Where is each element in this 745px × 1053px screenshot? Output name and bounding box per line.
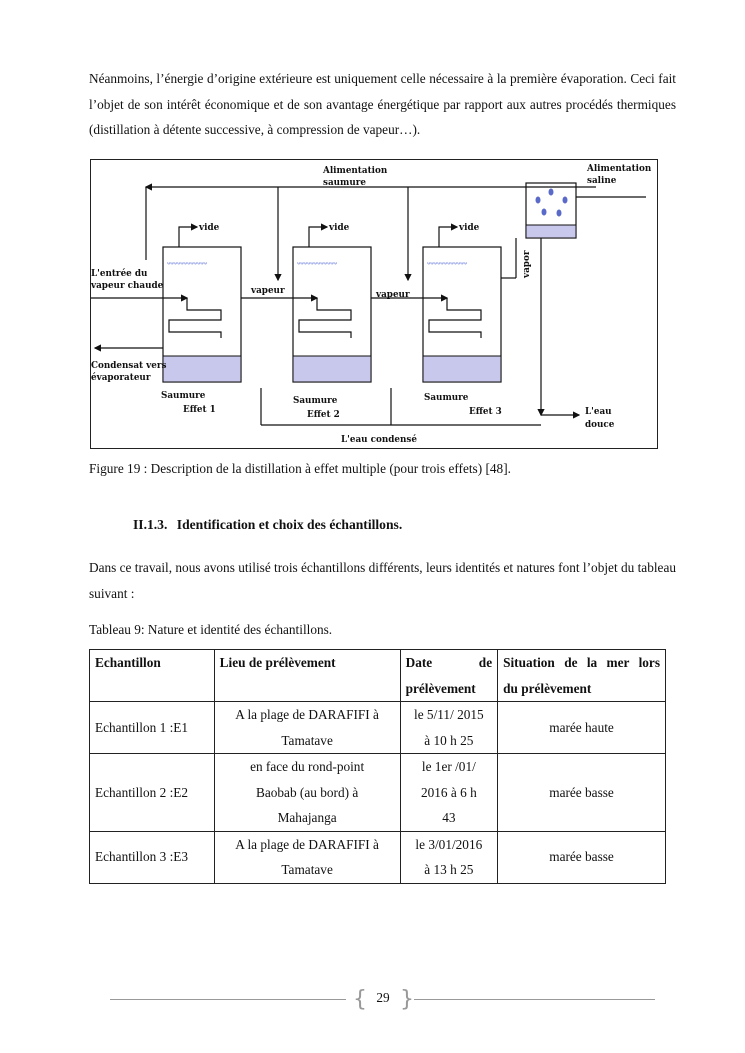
section-number: II.1.3. [133, 517, 168, 532]
svg-text:﹌﹌﹌﹌: ﹌﹌﹌﹌ [167, 263, 207, 274]
diagram-svg [91, 160, 659, 450]
saline-feed-liquid [526, 225, 576, 238]
samples-table [89, 649, 666, 884]
sample-cell: Echantillon 3 :E3 [90, 831, 215, 883]
label-evaporateur: évaporateur [91, 373, 151, 383]
label-saline: saline [587, 176, 617, 186]
date-cell [400, 831, 498, 883]
footer-rule-right [414, 999, 655, 1000]
svg-text:﹌﹌﹌﹌: ﹌﹌﹌﹌ [427, 263, 467, 274]
distillation-diagram [90, 159, 658, 449]
section-heading [133, 517, 402, 533]
footer-bracket-right: } [400, 987, 414, 1012]
table-row [90, 831, 666, 883]
date-line: 43 [442, 810, 456, 825]
sample-cell: Echantillon 2 :E2 [90, 754, 215, 832]
header-date-line-2: prélèvement [405, 680, 476, 696]
effect-1-brine [163, 356, 241, 382]
situation-cell: marée haute [498, 702, 666, 754]
date-line: à 13 h 25 [424, 862, 474, 877]
effect-3-brine [423, 356, 501, 382]
header-lieu: Lieu de prélèvement [214, 650, 400, 702]
sample-cell: Echantillon 1 :E1 [90, 702, 215, 754]
label-condensat: Condensat vers [91, 361, 167, 371]
label-effet-1: Effet 1 [183, 405, 216, 415]
date-line: à 10 h 25 [424, 732, 474, 748]
header-date-line-1: Date de [405, 655, 493, 670]
label-alim-saumure: Alimentation [323, 166, 388, 176]
table-caption: Tableau 9: Nature et identité des échantillons. [89, 622, 333, 637]
lieu-line: Baobab (au bord) à [255, 784, 359, 800]
situation-cell: marée basse [498, 831, 666, 883]
page-number: 29 [376, 990, 390, 1005]
lieu-line: A la plage de DARAFIFI à [235, 836, 379, 852]
label-vapeur-2: vapeur [376, 290, 410, 300]
lieu-line: A la plage de DARAFIFI à [235, 707, 379, 722]
label-vapeur-1: vapeur [251, 286, 285, 296]
date-line: le 5/11/ 2015 [414, 707, 484, 722]
footer-rule-left [110, 999, 346, 1000]
page-footer [110, 985, 655, 1015]
intro-paragraph: Néanmoins, l’énergie d’origine extérieure est uniquement celle nécessaire à la première évaporation. Ceci fait l’objet de son intérêt économique et de son avantage énergétique par rapport aux autres procédés thermiques (distillation à détente successive, à compression de vapeur…). [89, 71, 676, 137]
date-line: le 3/01/2016 [415, 836, 483, 852]
header-situation-line-1: Situation de la mer lors [503, 655, 660, 670]
lieu-line: en face du rond-point [250, 759, 365, 774]
lieu-cell [214, 702, 400, 754]
header-situation [498, 650, 666, 702]
svg-text:﹌﹌﹌﹌: ﹌﹌﹌﹌ [297, 263, 337, 274]
label-entree: L'entrée du [91, 269, 148, 279]
header-situation-line-2: du prélèvement [503, 680, 592, 696]
date-line: le 1er /01/ [421, 759, 476, 774]
lieu-cell [214, 831, 400, 883]
label-vapor: vapor [522, 250, 532, 278]
date-line: 2016 à 6 h [420, 784, 477, 800]
label-saumure-2: Saumure [293, 396, 338, 406]
table-row [90, 702, 666, 754]
label-eau-condense: L'eau condensé [341, 435, 417, 445]
date-cell [400, 702, 498, 754]
label-effet-3: Effet 3 [469, 407, 502, 417]
footer-bracket-left: { [353, 987, 367, 1012]
label-saumure-3: Saumure [424, 393, 469, 403]
table-header-row [90, 650, 666, 702]
label-saumure-1: Saumure [161, 391, 206, 401]
figure-caption: Figure 19 : Description de la distillation à effet multiple (pour trois effets) [48]. [89, 461, 511, 476]
header-echantillon: Echantillon [90, 650, 215, 702]
lieu-cell [214, 754, 400, 832]
table-row [90, 754, 666, 832]
label-effet-2: Effet 2 [307, 410, 340, 420]
date-cell [400, 754, 498, 832]
lieu-line: Tamatave [281, 732, 333, 748]
lieu-line: Mahajanga [277, 810, 337, 825]
situation-cell: marée basse [498, 754, 666, 832]
label-eau: L'eau [585, 407, 612, 417]
label-vide-2: vide [329, 223, 350, 233]
label-vapeur-chaude: vapeur chaude [91, 281, 164, 291]
label-alim-saline: Alimentation [587, 164, 652, 174]
effect-2-brine [293, 356, 371, 382]
label-saumure-feed: saumure [323, 178, 366, 188]
section-title: Identification et choix des échantillons. [176, 517, 403, 532]
label-vide-1: vide [199, 223, 220, 233]
section-paragraph: Dans ce travail, nous avons utilisé trois échantillons différents, leurs identités et natures font l’objet du tableau suivant : [89, 560, 676, 601]
lieu-line: Tamatave [281, 862, 333, 877]
label-douce: douce [585, 420, 615, 430]
header-date [400, 650, 498, 702]
label-vide-3: vide [459, 223, 480, 233]
